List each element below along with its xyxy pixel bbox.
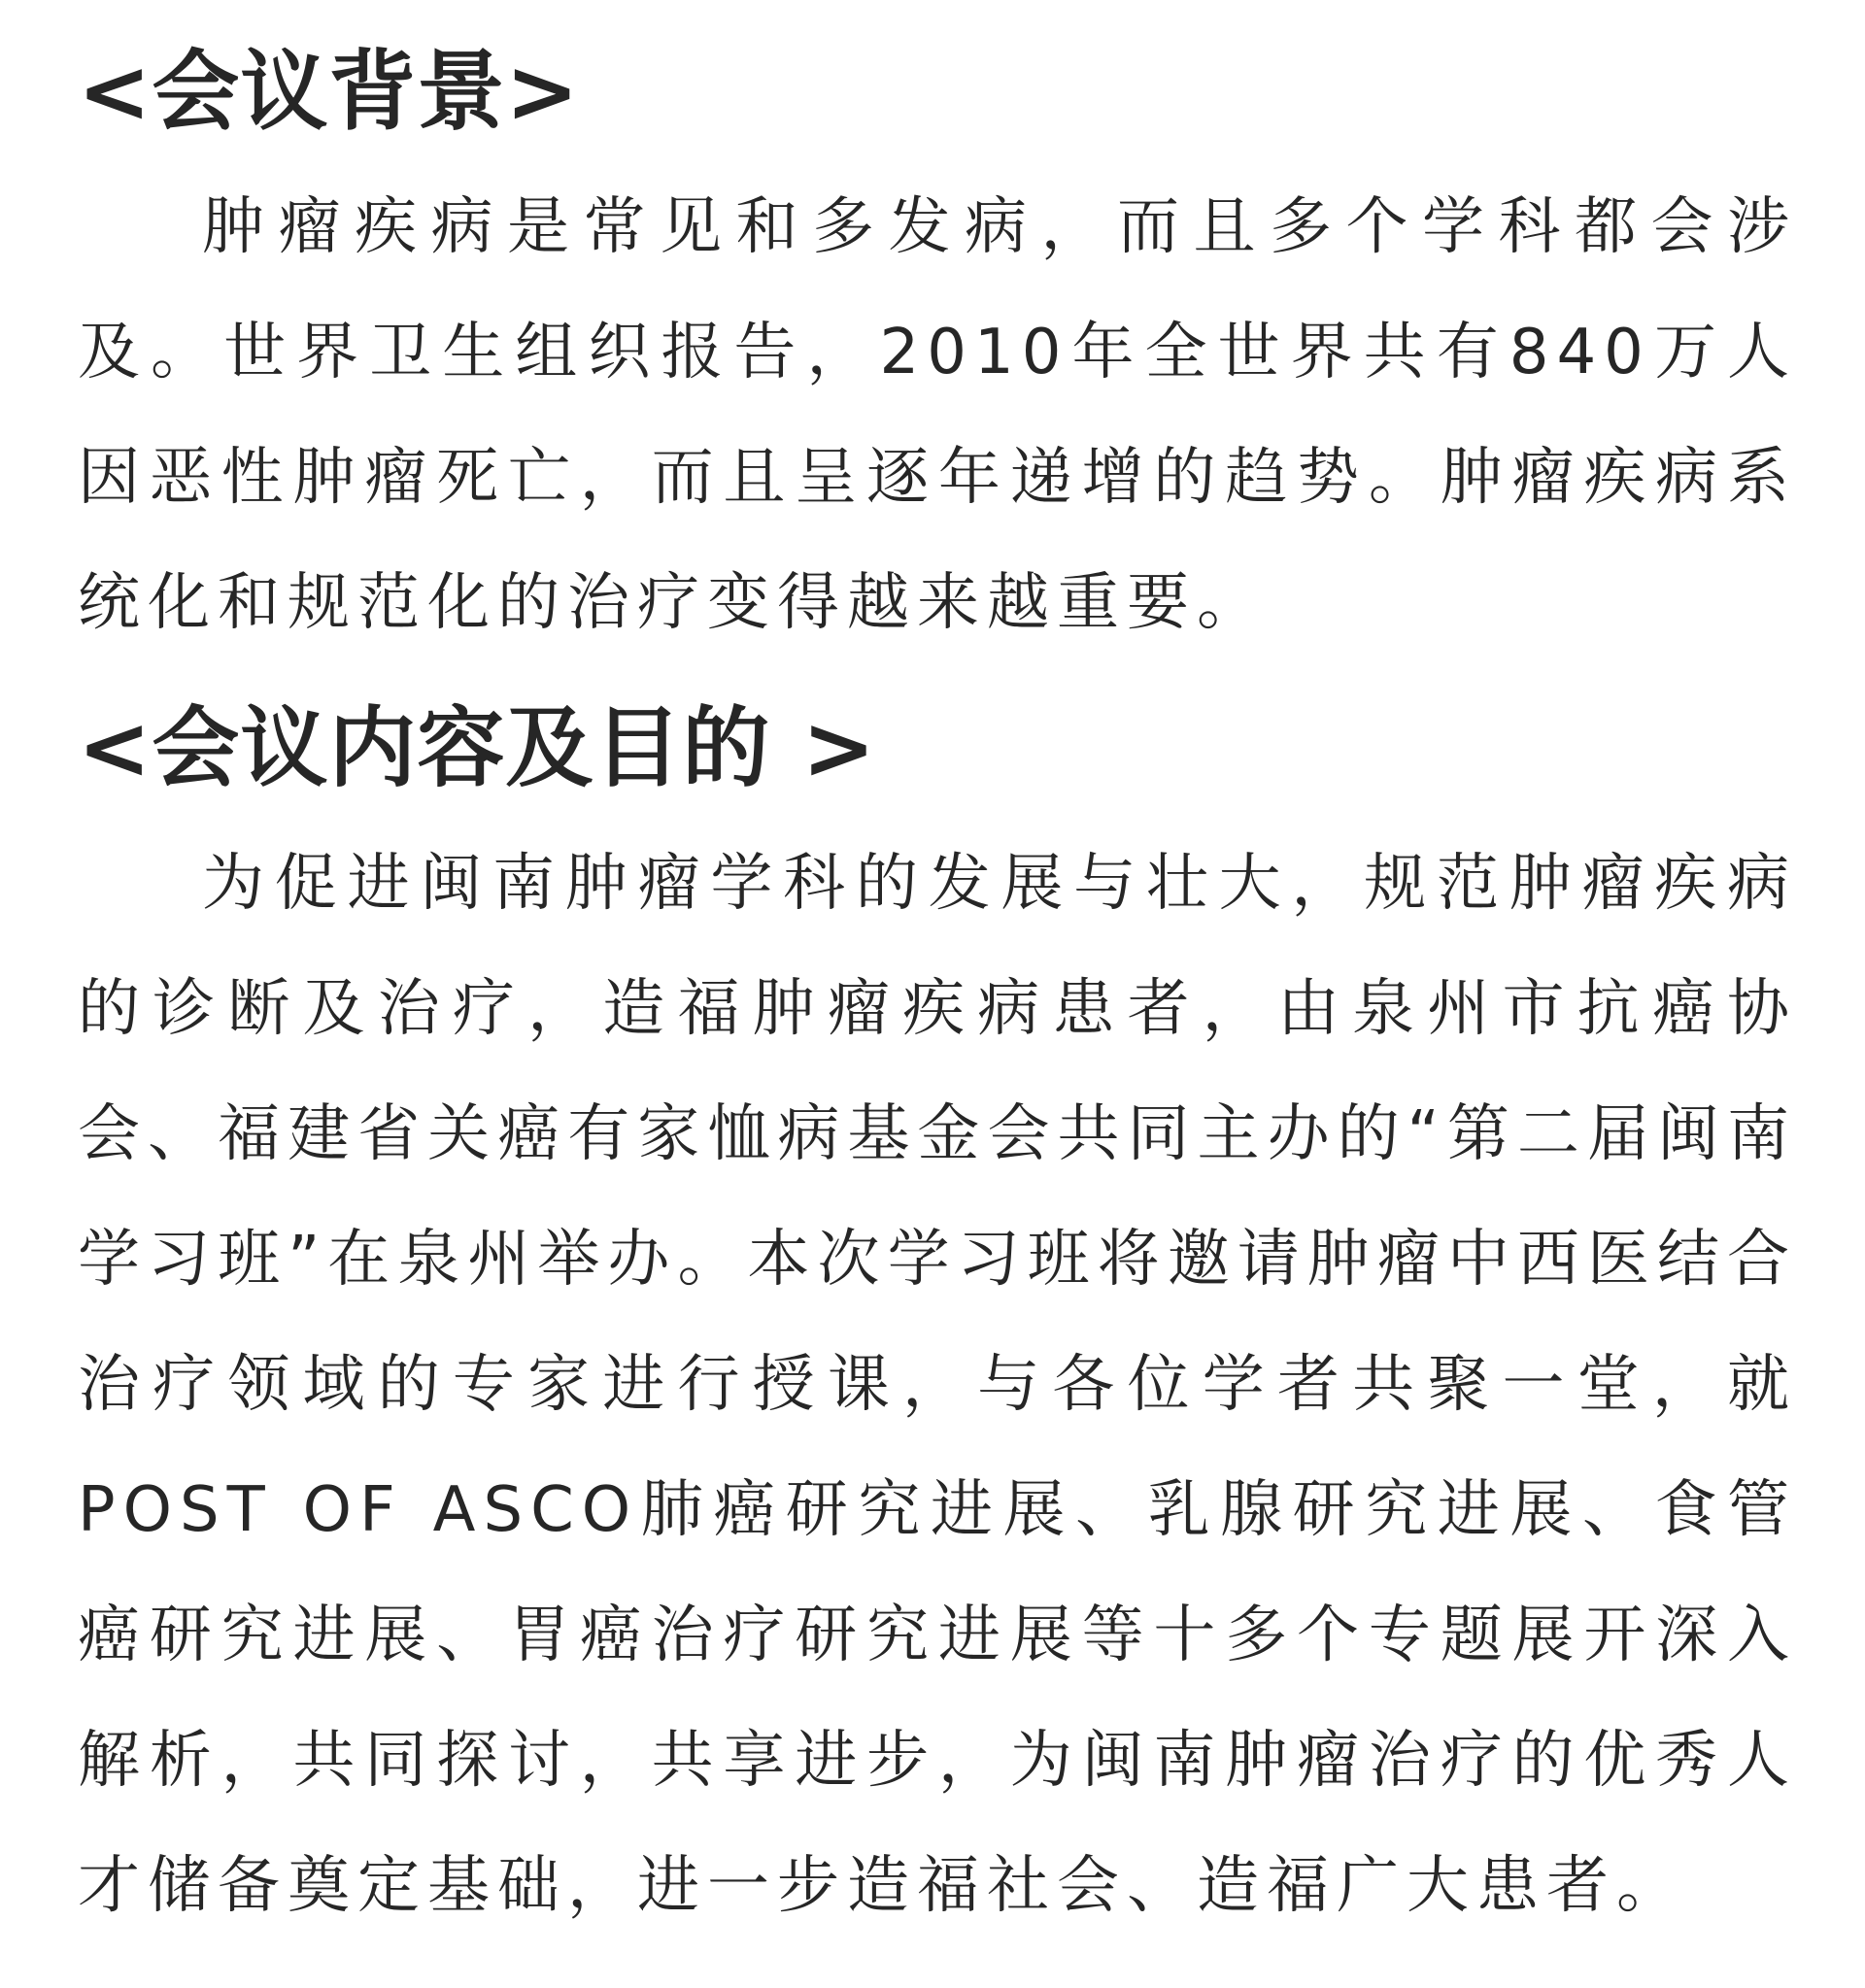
section-heading-background: <会议背景> xyxy=(78,41,580,143)
section-paragraph-background: 肿瘤疾病是常见和多发病，而且多个学科都会涉及。世界卫生组织报告，2010年全世界共有840万人因恶性肿瘤死亡，而且呈逐年递增的趋势。肿瘤疾病系统化和规范化的治疗变得越来越重要。 xyxy=(78,191,1797,639)
section-paragraph-content-purpose: 为促进闽南肿瘤学科的发展与壮大，规范肿瘤疾病的诊断及治疗，造福肿瘤疾病患者，由泉州市抗癌协会、福建省关癌有家恤病基金会共同主办的“第二届闽南学习班”在泉州举办。本次学习班将邀请肿瘤中西医结合治疗领域的专家进行授课，与各位学者共聚一堂，就POST OF ASCO肺癌研究进展、乳腺研究进展、食管癌研究进展、胃癌治疗研究进展等十多个专题展开深入解析，共同探讨，共享进步，为闽南肿瘤治疗的优秀人才储备奠定基础，进一步造福社会、造福广大患者。 xyxy=(78,848,1797,1922)
document-page xyxy=(78,39,1797,1969)
section-heading-content-purpose: <会议内容及目的 > xyxy=(78,697,877,799)
section-content-purpose xyxy=(78,695,1797,1949)
section-background xyxy=(78,39,1797,666)
